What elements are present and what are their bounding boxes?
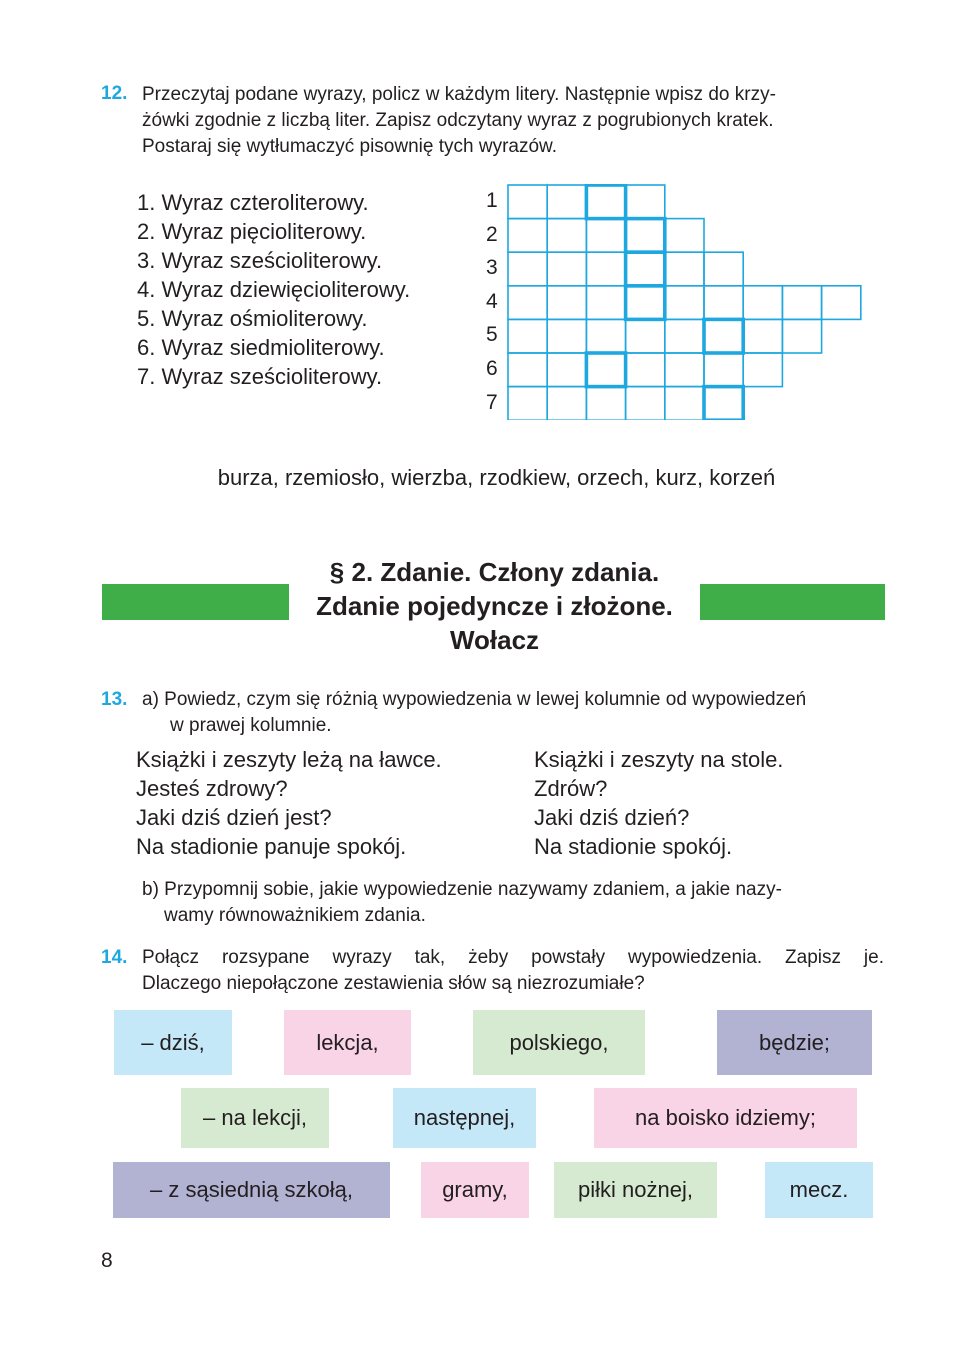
instruction-line: Przeczytaj podane wyrazy, policz w każdym litery. Następnie wpisz do krzy-: [142, 84, 776, 105]
crossword-cell[interactable]: [508, 319, 547, 353]
crossword-row-number: 1: [486, 189, 498, 212]
word-tile[interactable]: [284, 1010, 411, 1075]
crossword-row-number: 7: [486, 391, 498, 414]
crossword-cell[interactable]: [586, 319, 625, 353]
section-heading: [289, 555, 700, 657]
sentence: Jesteś zdrowy?: [136, 776, 288, 801]
crossword-bold-cell[interactable]: [586, 185, 625, 219]
page-number: 8: [101, 1249, 113, 1272]
instruction-line: w prawej kolumnie.: [170, 715, 332, 736]
word-tile-label: będzie;: [759, 1029, 830, 1055]
exercise-13-b-instructions: [142, 877, 884, 929]
sentence: Na stadionie spokój.: [534, 834, 733, 859]
crossword-cell[interactable]: [665, 353, 704, 387]
crossword-cell[interactable]: [626, 252, 665, 286]
left-column-sentences: [136, 745, 442, 861]
section-heading-line: § 2. Zdanie. Człony zdania.: [329, 557, 660, 587]
crossword-cell[interactable]: [508, 387, 547, 420]
clue-item: 4. Wyraz dziewięcioliterowy.: [137, 277, 411, 302]
word-tile[interactable]: [114, 1010, 232, 1075]
crossword-cell[interactable]: [547, 252, 586, 286]
crossword-cell[interactable]: [508, 185, 547, 219]
crossword-cell[interactable]: [547, 353, 586, 387]
crossword-row-number: 2: [486, 223, 498, 246]
crossword-bold-cell[interactable]: [626, 219, 665, 253]
word-tile-label: polskiego,: [509, 1029, 609, 1055]
sentence: Książki i zeszyty leżą na ławce.: [136, 747, 442, 772]
exercise-14-number: 14.: [101, 947, 128, 968]
word-tile[interactable]: [765, 1162, 873, 1218]
crossword-cell[interactable]: [782, 286, 821, 320]
instruction-line: żówki zgodnie z liczbą liter. Zapisz odczytany wyraz z pogrubionych kratek.: [142, 110, 774, 131]
crossword-cell[interactable]: [704, 319, 743, 353]
crossword-cell[interactable]: [508, 252, 547, 286]
crossword-cell[interactable]: [508, 353, 547, 387]
crossword-cell[interactable]: [743, 286, 782, 320]
instruction-line: Postaraj się wytłumaczyć pisownię tych wyrazów.: [142, 136, 557, 157]
clue-item: 2. Wyraz pięcioliterowy.: [137, 219, 367, 244]
crossword-clues: [137, 188, 410, 391]
crossword-cell[interactable]: [782, 319, 821, 353]
crossword-cell[interactable]: [547, 286, 586, 320]
crossword-grid: [507, 184, 863, 420]
word-tile[interactable]: [717, 1010, 872, 1075]
word-tile-label: – z sąsiednią szkołą,: [150, 1177, 353, 1202]
section-heading-line: Zdanie pojedyncze i złożone.: [316, 591, 673, 621]
crossword-cell[interactable]: [547, 185, 586, 219]
section-bar-right: [700, 584, 885, 620]
sentence: Zdrów?: [534, 776, 608, 801]
crossword-cell[interactable]: [704, 286, 743, 320]
sentence: Jaki dziś dzień?: [534, 805, 690, 830]
crossword-cell[interactable]: [547, 387, 586, 420]
crossword-cell[interactable]: [665, 286, 704, 320]
instruction-line: a) Powiedz, czym się różnią wypowiedzenia w lewej kolumnie od wypowiedzeń: [142, 689, 807, 710]
crossword-cell[interactable]: [665, 319, 704, 353]
clue-item: 3. Wyraz sześcioliterowy.: [137, 248, 383, 273]
instruction-line: Połącz rozsypane wyrazy tak, żeby powstały wypowiedzenia. Zapisz je.: [142, 947, 884, 968]
right-column-sentences: [534, 745, 783, 861]
crossword-cell[interactable]: [547, 219, 586, 253]
clue-item: 5. Wyraz ośmioliterowy.: [137, 306, 368, 331]
clue-item: 7. Wyraz sześcioliterowy.: [137, 364, 383, 389]
crossword-cell[interactable]: [626, 219, 665, 253]
crossword-row-number: 4: [486, 290, 498, 313]
exercise-13-a-instructions: [142, 687, 884, 739]
word-tile[interactable]: [594, 1088, 857, 1148]
crossword-cell[interactable]: [743, 353, 782, 387]
word-tile[interactable]: [181, 1088, 329, 1148]
exercise-13-number: 13.: [101, 689, 128, 710]
crossword-row-number: 6: [486, 357, 498, 380]
crossword-word-list: burza, rzemiosło, wierzba, rzodkiew, orzech, kurz, korzeń: [217, 465, 776, 490]
instruction-line: b) Przypomnij sobie, jakie wypowiedzenie nazywamy zdaniem, a jakie nazy-: [142, 879, 782, 900]
word-tile-label: – na lekcji,: [203, 1105, 307, 1130]
instruction-line: wamy równoważnikiem zdania.: [164, 905, 426, 926]
crossword-cell[interactable]: [704, 387, 743, 420]
crossword-cell[interactable]: [547, 319, 586, 353]
crossword-cell[interactable]: [626, 319, 665, 353]
crossword-cell[interactable]: [626, 387, 665, 420]
sentence: Na stadionie panuje spokój.: [136, 834, 407, 859]
clue-item: 1. Wyraz czteroliterowy.: [137, 190, 369, 215]
sentence: Książki i zeszyty na stole.: [534, 747, 784, 772]
word-tile-label: gramy,: [442, 1177, 508, 1202]
word-tile-label: następnej,: [413, 1105, 516, 1130]
crossword-bold-cell[interactable]: [704, 387, 743, 420]
clue-item: 6. Wyraz siedmioliterowy.: [137, 335, 385, 360]
crossword-cell[interactable]: [626, 286, 665, 320]
word-tile[interactable]: [393, 1088, 536, 1148]
crossword-cell[interactable]: [822, 286, 861, 320]
exercise-12-instructions: [142, 82, 884, 160]
crossword-cell[interactable]: [665, 387, 704, 420]
word-tile-label: lekcja,: [316, 1029, 379, 1055]
word-tile-label: mecz.: [789, 1177, 849, 1202]
crossword-row-number: 5: [486, 323, 498, 346]
instruction-line: Dlaczego niepołączone zestawienia słów są niezrozumiałe?: [142, 973, 645, 994]
crossword-cell[interactable]: [508, 286, 547, 320]
section-bar-left: [102, 584, 289, 620]
crossword-cell[interactable]: [626, 353, 665, 387]
crossword-cell[interactable]: [743, 319, 782, 353]
exercise-14-instructions: [142, 945, 884, 997]
crossword-cell[interactable]: [586, 286, 625, 320]
crossword-cell[interactable]: [586, 185, 625, 219]
crossword-cell[interactable]: [626, 185, 665, 219]
word-tile[interactable]: [113, 1162, 390, 1218]
crossword-cell[interactable]: [586, 252, 625, 286]
sentence: Jaki dziś dzień jest?: [136, 805, 332, 830]
exercise-12-number: 12.: [101, 83, 128, 104]
crossword-bold-cell[interactable]: [626, 286, 665, 320]
word-tile[interactable]: [421, 1162, 529, 1218]
crossword-cell[interactable]: [704, 252, 743, 286]
crossword-bold-cell[interactable]: [626, 252, 665, 286]
crossword-cell[interactable]: [704, 353, 743, 387]
crossword-cell[interactable]: [586, 387, 625, 420]
crossword-cell[interactable]: [665, 219, 704, 253]
crossword-cell[interactable]: [508, 219, 547, 253]
crossword-row-number: 3: [486, 256, 498, 279]
section-heading-line: Wołacz: [449, 625, 540, 655]
word-tile-label: piłki nożnej,: [578, 1177, 693, 1202]
word-tile[interactable]: [554, 1162, 717, 1218]
crossword-cell[interactable]: [586, 353, 625, 387]
crossword-bold-cell[interactable]: [586, 353, 625, 387]
crossword-bold-cell[interactable]: [704, 319, 743, 353]
word-tile-label: na boisko idziemy;: [635, 1105, 816, 1130]
crossword-cell[interactable]: [586, 219, 625, 253]
crossword-cell[interactable]: [665, 252, 704, 286]
word-tile[interactable]: [473, 1010, 645, 1075]
word-tile-label: – dziś,: [141, 1029, 205, 1055]
